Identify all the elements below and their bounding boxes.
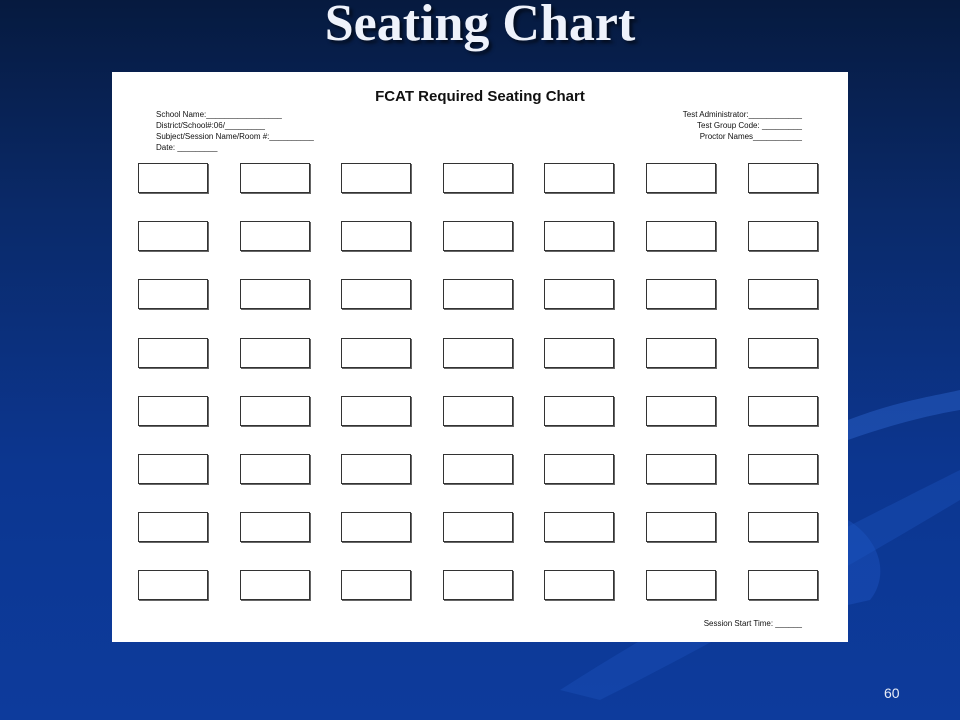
seat-box [341, 221, 411, 251]
seat-box [138, 570, 208, 600]
seat-box [443, 279, 513, 309]
seat-box [138, 454, 208, 484]
seat-box [646, 338, 716, 368]
seat-box [138, 279, 208, 309]
document-title: FCAT Required Seating Chart [375, 88, 585, 105]
seat-box [646, 221, 716, 251]
seat-box [443, 512, 513, 542]
seat-box [341, 279, 411, 309]
seat-box [138, 338, 208, 368]
seat-box [748, 454, 818, 484]
seat-box [341, 163, 411, 193]
seat-box [443, 454, 513, 484]
seat-box [544, 512, 614, 542]
page-number: 60 [884, 685, 900, 701]
seat-box [748, 279, 818, 309]
seat-box [240, 163, 310, 193]
seat-box [646, 512, 716, 542]
seat-box [646, 570, 716, 600]
proctor-names-field: Proctor Names___________ [699, 132, 802, 141]
seating-chart-document [112, 72, 848, 642]
school-name-field: School Name:_________________ [156, 110, 282, 119]
seat-box [138, 512, 208, 542]
seat-box [443, 396, 513, 426]
seat-box [341, 338, 411, 368]
seat-box [138, 221, 208, 251]
district-school-field: District/School#:06/_________ [156, 121, 265, 130]
test-administrator-field: Test Administrator:____________ [682, 110, 802, 119]
seat-box [544, 338, 614, 368]
seat-box [748, 396, 818, 426]
seat-box [544, 570, 614, 600]
seat-box [138, 396, 208, 426]
seat-box [240, 221, 310, 251]
seat-box [240, 454, 310, 484]
date-field: Date: _________ [156, 143, 218, 152]
seat-box [240, 338, 310, 368]
seat-box [240, 512, 310, 542]
seat-box [138, 163, 208, 193]
seat-box [443, 163, 513, 193]
seat-box [748, 570, 818, 600]
session-start-time-field: Session Start Time: ______ [703, 619, 802, 628]
seat-box [748, 338, 818, 368]
seat-box [240, 570, 310, 600]
seat-box [544, 396, 614, 426]
seat-box [544, 279, 614, 309]
seat-box [443, 570, 513, 600]
seat-box [544, 163, 614, 193]
seat-box [646, 163, 716, 193]
seat-box [748, 512, 818, 542]
subject-session-room-field: Subject/Session Name/Room #:__________ [156, 132, 314, 141]
seat-grid [112, 72, 848, 642]
seat-box [341, 396, 411, 426]
seat-box [646, 396, 716, 426]
seat-box [341, 512, 411, 542]
seat-box [646, 454, 716, 484]
seat-box [341, 570, 411, 600]
slide-title: Seating Chart [324, 0, 636, 52]
seat-box [240, 279, 310, 309]
seat-box [748, 163, 818, 193]
seat-box [443, 338, 513, 368]
seat-box [341, 454, 411, 484]
seat-box [443, 221, 513, 251]
test-group-code-field: Test Group Code: _________ [697, 121, 802, 130]
seat-box [544, 221, 614, 251]
seat-box [544, 454, 614, 484]
seat-box [748, 221, 818, 251]
seat-box [240, 396, 310, 426]
seat-box [646, 279, 716, 309]
